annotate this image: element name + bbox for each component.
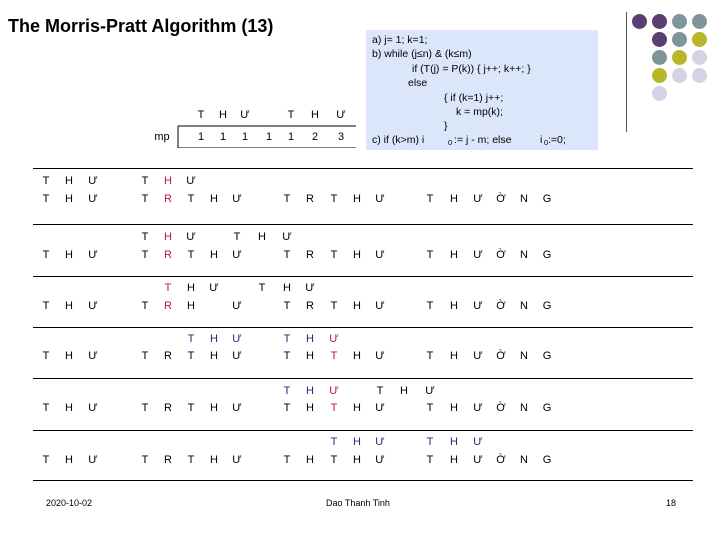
step-separator (33, 430, 693, 431)
step-2-char: T (42, 249, 50, 261)
step-3-char: Ư (232, 300, 242, 312)
step-5-char: H (450, 402, 458, 414)
mp-value-cell: 1 (219, 131, 227, 143)
step-3-char: H (353, 300, 361, 312)
dot-yellow-1 (692, 32, 707, 47)
step-4-char: Ư (329, 333, 339, 345)
step-6-char: T (330, 436, 338, 448)
step-4-char: H (65, 350, 73, 362)
step-3-char: G (542, 300, 552, 312)
step-4-char: Ờ (496, 350, 506, 362)
step-2-char: H (353, 249, 361, 261)
step-4-char: N (520, 350, 528, 362)
step-6-char: Ư (473, 436, 483, 448)
step-1-char: Ư (375, 193, 385, 205)
step-6-char: T (283, 454, 291, 466)
step-6-char: T (330, 454, 338, 466)
step-3-char: T (141, 300, 149, 312)
step-2-char: T (283, 249, 291, 261)
step-1-char: H (450, 193, 458, 205)
step-2-char: R (306, 249, 314, 261)
step-2-char: Ư (88, 249, 98, 261)
step-3-char: Ờ (496, 300, 506, 312)
step-3-char: R (306, 300, 314, 312)
dot-yellow-2 (672, 50, 687, 65)
step-2-char: Ư (186, 231, 196, 243)
mp-value-cell: 3 (337, 131, 345, 143)
step-2-char: T (141, 231, 149, 243)
step-3-char: Ư (305, 282, 315, 294)
step-4-char: Ư (232, 333, 242, 345)
mp-label: mp (154, 131, 170, 143)
step-5-char: H (306, 402, 314, 414)
step-4-char: T (330, 350, 338, 362)
step-6-char: Ư (375, 454, 385, 466)
mp-table (140, 104, 356, 148)
step-2-char: Ư (473, 249, 483, 261)
step-6-char: H (353, 436, 361, 448)
step-separator (33, 224, 693, 225)
dot-purple-3 (652, 32, 667, 47)
step-5-char: R (164, 402, 172, 414)
algorithm-line: := j - m; else (454, 134, 512, 146)
step-2-char: T (426, 249, 434, 261)
algorithm-line: a) j= 1; k=1; (372, 34, 428, 46)
step-5-char: N (520, 402, 528, 414)
step-6-char: H (450, 454, 458, 466)
footer-date: 2020-10-02 (46, 498, 93, 508)
step-1-char: N (520, 193, 528, 205)
step-1-char: T (141, 193, 149, 205)
step-4-char: R (164, 350, 172, 362)
step-2-char: H (450, 249, 458, 261)
step-6-char: T (42, 454, 50, 466)
step-3-char: T (164, 282, 172, 294)
step-5-char: Ư (329, 385, 339, 397)
step-5-char: Ờ (496, 402, 506, 414)
mp-value-cell: 1 (265, 131, 273, 143)
step-2-char: Ư (282, 231, 292, 243)
step-4-char: H (306, 333, 314, 345)
step-3-char: T (42, 300, 50, 312)
dot-gray-2 (692, 14, 707, 29)
step-2-char: H (65, 249, 73, 261)
step-5-char: T (283, 402, 291, 414)
algorithm-box (366, 30, 598, 150)
dot-purple-1 (632, 14, 647, 29)
step-2-char: Ờ (496, 249, 506, 261)
step-1-char: H (164, 175, 172, 187)
step-2-char: H (210, 249, 218, 261)
step-1-char: Ờ (496, 193, 506, 205)
step-4-char: T (426, 350, 434, 362)
footer-author: Dao Thanh Tinh (326, 498, 390, 508)
step-1-char: Ư (473, 193, 483, 205)
step-6-char: T (426, 454, 434, 466)
mp-header-cell: H (219, 109, 227, 121)
mp-header-cell: H (311, 109, 319, 121)
mp-header-cell: T (197, 109, 205, 121)
step-1-char: T (330, 193, 338, 205)
step-2-char: T (187, 249, 195, 261)
slide-title: The Morris-Pratt Algorithm (13) (8, 16, 274, 36)
step-3-char: Ư (375, 300, 385, 312)
step-4-char: H (210, 350, 218, 362)
step-1-char: Ư (88, 175, 98, 187)
step-2-char: T (141, 249, 149, 261)
step-4-char: T (187, 333, 195, 345)
dot-gray-1 (672, 14, 687, 29)
algorithm-line: 0 (544, 138, 549, 147)
step-1-char: G (542, 193, 552, 205)
step-3-char: H (65, 300, 73, 312)
step-3-char: H (450, 300, 458, 312)
step-5-char: G (542, 402, 552, 414)
dot-yellow-3 (652, 68, 667, 83)
step-5-char: T (376, 385, 384, 397)
step-4-char: H (210, 333, 218, 345)
step-3-char: N (520, 300, 528, 312)
step-5-char: T (42, 402, 50, 414)
step-separator (33, 327, 693, 328)
step-3-char: H (283, 282, 291, 294)
step-6-char: Ờ (496, 454, 506, 466)
step-4-char: Ư (375, 350, 385, 362)
step-1-char: T (141, 175, 149, 187)
step-2-char: T (233, 231, 241, 243)
step-6-char: T (187, 454, 195, 466)
step-6-char: H (306, 454, 314, 466)
step-2-char: H (164, 231, 172, 243)
step-2-char: N (520, 249, 528, 261)
step-3-char: Ư (209, 282, 219, 294)
step-4-char: H (306, 350, 314, 362)
step-6-char: Ư (375, 436, 385, 448)
step-2-char: G (542, 249, 552, 261)
step-3-char: H (187, 282, 195, 294)
dot-light-3 (692, 68, 707, 83)
step-1-char: H (210, 193, 218, 205)
step-5-char: Ư (88, 402, 98, 414)
dot-light-1 (692, 50, 707, 65)
step-separator (33, 168, 693, 169)
step-3-char: H (187, 300, 195, 312)
step-5-char: T (141, 402, 149, 414)
dot-light-4 (652, 86, 667, 101)
step-2-char: Ư (232, 249, 242, 261)
step-5-char: H (65, 402, 73, 414)
step-1-char: T (187, 193, 195, 205)
step-1-char: T (42, 193, 50, 205)
step-4-char: T (141, 350, 149, 362)
step-5-char: H (210, 402, 218, 414)
step-4-char: T (187, 350, 195, 362)
step-5-char: T (283, 385, 291, 397)
step-6-char: H (65, 454, 73, 466)
algorithm-line: if (T(j) = P(k)) { j++; k++; } (412, 63, 531, 75)
step-1-char: H (353, 193, 361, 205)
step-4-char: Ư (473, 350, 483, 362)
dot-light-2 (672, 68, 687, 83)
step-4-char: G (542, 350, 552, 362)
step-4-char: T (283, 350, 291, 362)
step-1-char: T (426, 193, 434, 205)
step-2-char: Ư (375, 249, 385, 261)
step-3-char: Ư (88, 300, 98, 312)
algorithm-line: 0 (448, 138, 453, 147)
step-5-char: Ư (425, 385, 435, 397)
step-1-char: T (42, 175, 50, 187)
algorithm-line: c) if (k>m) i (372, 134, 425, 146)
step-5-char: H (400, 385, 408, 397)
algorithm-line: :=0; (548, 134, 566, 146)
step-4-char: T (283, 333, 291, 345)
step-6-char: H (353, 454, 361, 466)
step-1-char: H (65, 193, 73, 205)
step-2-char: R (164, 249, 172, 261)
step-5-char: T (330, 402, 338, 414)
dot-gray-4 (652, 50, 667, 65)
step-6-char: Ư (232, 454, 242, 466)
algorithm-line: else (408, 77, 428, 89)
mp-value-cell: 1 (241, 131, 249, 143)
step-3-char: T (330, 300, 338, 312)
step-separator (33, 378, 693, 379)
step-5-char: T (426, 402, 434, 414)
step-4-char: H (353, 350, 361, 362)
step-6-char: N (520, 454, 528, 466)
step-6-char: T (141, 454, 149, 466)
divider-line (626, 12, 627, 132)
step-1-char: Ư (88, 193, 98, 205)
step-6-char: H (450, 436, 458, 448)
mp-value-cell: 1 (287, 131, 295, 143)
step-5-char: Ư (375, 402, 385, 414)
dot-gray-3 (672, 32, 687, 47)
step-1-char: H (65, 175, 73, 187)
step-3-char: T (258, 282, 266, 294)
step-4-char: T (42, 350, 50, 362)
page-number: 18 (666, 498, 677, 508)
step-4-char: Ư (232, 350, 242, 362)
step-2-char: T (330, 249, 338, 261)
step-3-char: T (426, 300, 434, 312)
mp-header-cell: T (287, 109, 295, 121)
mp-header-cell: Ư (336, 109, 346, 121)
algorithm-line: b) while (j≤n) & (k≤m) (372, 48, 472, 60)
algorithm-line: i (540, 134, 543, 146)
step-4-char: H (450, 350, 458, 362)
algorithm-line: k = mp(k); (456, 106, 503, 118)
step-5-char: Ư (232, 402, 242, 414)
dot-purple-2 (652, 14, 667, 29)
step-1-char: R (164, 193, 172, 205)
step-separator (33, 480, 693, 481)
mp-header-cell: Ư (240, 109, 250, 121)
step-5-char: H (306, 385, 314, 397)
algorithm-line: { if (k=1) j++; (444, 92, 504, 104)
step-1-char: T (283, 193, 291, 205)
step-3-char: R (164, 300, 172, 312)
step-6-char: R (164, 454, 172, 466)
mp-value-cell: 2 (311, 131, 319, 143)
step-separator (33, 276, 693, 277)
step-4-char: Ư (88, 350, 98, 362)
step-2-char: H (258, 231, 266, 243)
step-1-char: Ư (232, 193, 242, 205)
step-5-char: Ư (473, 402, 483, 414)
mp-value-cell: 1 (197, 131, 205, 143)
step-5-char: H (353, 402, 361, 414)
step-6-char: G (542, 454, 552, 466)
step-6-char: H (210, 454, 218, 466)
step-6-char: Ư (88, 454, 98, 466)
algorithm-line: } (444, 120, 448, 132)
step-6-char: Ư (473, 454, 483, 466)
step-1-char: R (306, 193, 314, 205)
step-3-char: T (283, 300, 291, 312)
step-1-char: Ư (186, 175, 196, 187)
step-6-char: T (426, 436, 434, 448)
step-5-char: T (187, 402, 195, 414)
step-3-char: Ư (473, 300, 483, 312)
